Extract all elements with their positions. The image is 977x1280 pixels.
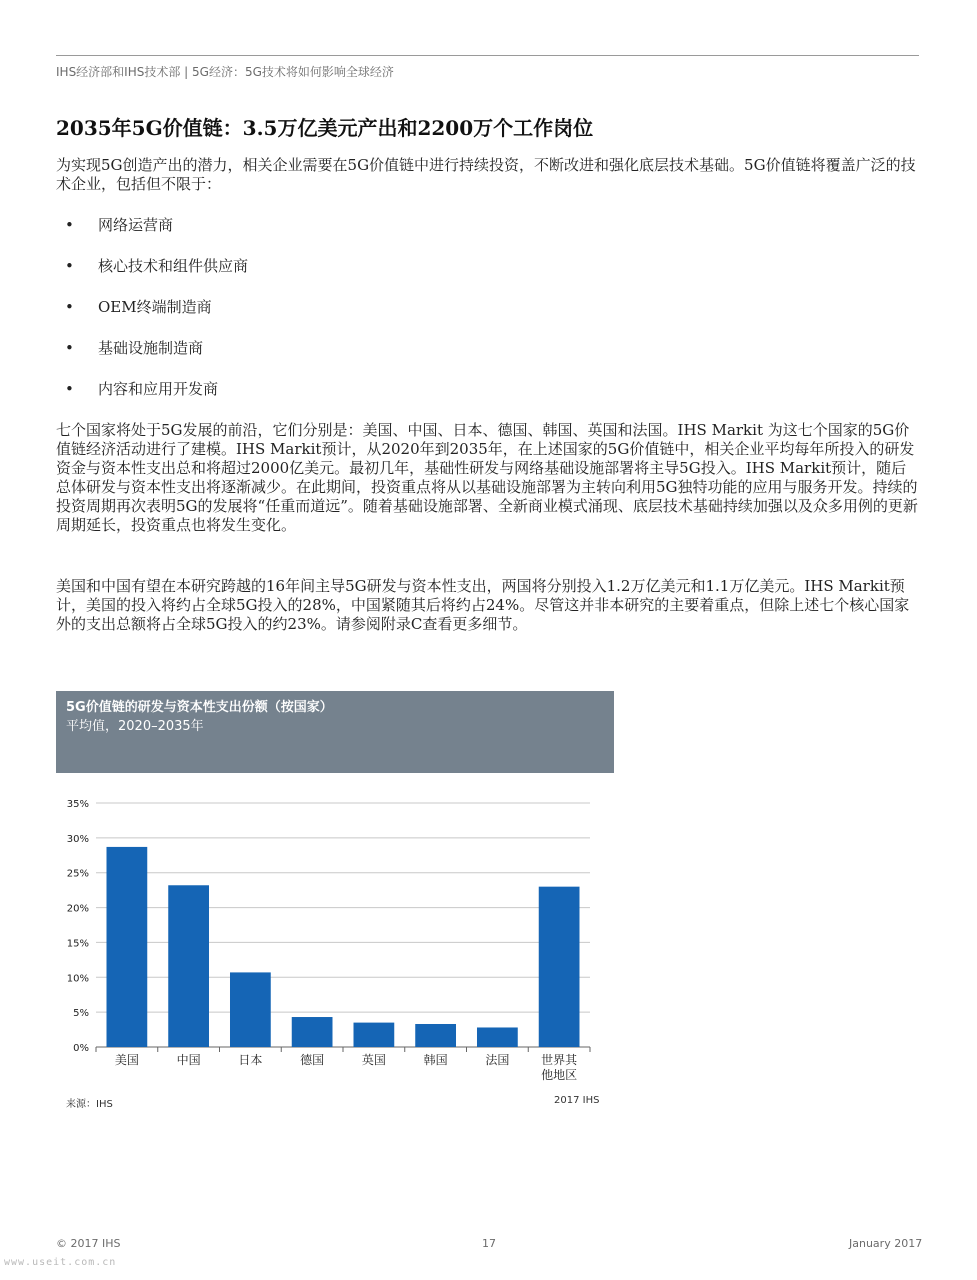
chart-source: 来源：IHS <box>66 1099 113 1110</box>
footer-date: January 2017 <box>849 1237 923 1250</box>
page-number: 17 <box>482 1237 496 1250</box>
y-tick-label: 5% <box>73 1008 89 1020</box>
list-item: • 核心技术和组件供应商 <box>56 256 248 297</box>
bar <box>477 1027 518 1047</box>
y-tick-label: 20% <box>66 903 89 915</box>
y-tick-label: 0% <box>73 1043 89 1054</box>
y-tick-label: 35% <box>66 799 89 810</box>
bar <box>168 885 209 1047</box>
list-item: • 内容和应用开发商 <box>56 379 248 420</box>
y-tick-label: 25% <box>66 868 89 880</box>
company-type-list <box>56 215 248 420</box>
chart-copyright: 2017 IHS <box>554 1095 600 1106</box>
x-tick-label: 法国 <box>485 1053 510 1067</box>
y-tick-label: 30% <box>66 833 89 845</box>
countries-paragraph: 七个国家将处于5G发展的前沿，它们分别是：美国、中国、日本、德国、韩国、英国和法国。IHS Markit 为这七个国家的5G价值链经济活动进行了建模。IHS Markit预计，从2020年到2035年，在上述国家的5G价值链中，相关企业平均每年所投入的研发资金与资本性支出总和将超过2000亿美元。最初几年，基础性研发与网络基础设施部署将主导5G投入。IHS Markit预计，随后总体研发与资本性支出将逐渐减少。在此期间，投资重点将从以基础设施部署为主转向利用5G独特功能的应用与服务开发。持续的投资周期再次表明5G的发展将“任重而道远”。随着基础设施部署、全新商业模式涌现、底层技术基础持续加强以及众多用例的更新周期延长，投资重点也将发生变化。 <box>56 421 918 534</box>
chart-title: 5G价值链的研发与资本性支出份额（按国家） <box>66 700 333 715</box>
bar <box>539 887 580 1047</box>
intro-paragraph: 为实现5G创造产出的潜力，相关企业需要在5G价值链中进行持续投资，不断改进和强化底层技术基础。5G价值链将覆盖广泛的技术企业，包括但不限于： <box>56 156 916 193</box>
chart-header <box>56 691 614 773</box>
footer-copyright: © 2017 IHS <box>56 1237 121 1250</box>
running-header: IHS经济部和IHS技术部 | 5G经济：5G技术将如何影响全球经济 <box>56 65 394 79</box>
x-tick-label: 他地区 <box>541 1068 578 1082</box>
x-tick-label: 德国 <box>300 1053 325 1067</box>
bar <box>415 1024 456 1047</box>
x-tick-label: 韩国 <box>423 1053 448 1067</box>
bar <box>353 1023 394 1047</box>
header-rule <box>56 55 919 56</box>
bar <box>292 1017 333 1047</box>
section-title: 2035年5G价值链：3.5万亿美元产出和2200万个工作岗位 <box>56 116 594 140</box>
x-tick-label: 世界其 <box>541 1053 578 1067</box>
x-tick-label: 日本 <box>238 1053 263 1067</box>
y-tick-label: 10% <box>66 973 89 985</box>
bar <box>230 972 271 1047</box>
list-item: • OEM终端制造商 <box>56 297 248 338</box>
list-item: • 基础设施制造商 <box>56 338 248 379</box>
bar <box>106 847 147 1047</box>
watermark: www.useit.com.cn <box>4 1257 117 1268</box>
list-item: • 网络运营商 <box>56 215 248 256</box>
bar-chart <box>56 790 606 1090</box>
x-tick-label: 中国 <box>176 1053 201 1067</box>
chart-subtitle: 平均值，2020–2035年 <box>66 719 204 734</box>
us-china-paragraph: 美国和中国有望在本研究跨越的16年间主导5G研发与资本性支出，两国将分别投入1.2万亿美元和1.1万亿美元。IHS Markit预计，美国的投入将约占全球5G投入的28%，中国紧随其后将约占24%。尽管这并非本研究的主要着重点，但除上述七个核心国家外的支出总额将占全球5G投入的约23%。请参阅附录C查看更多细节。 <box>56 577 910 633</box>
x-tick-label: 美国 <box>114 1053 139 1067</box>
x-tick-label: 英国 <box>361 1053 386 1067</box>
y-tick-label: 15% <box>66 938 89 950</box>
